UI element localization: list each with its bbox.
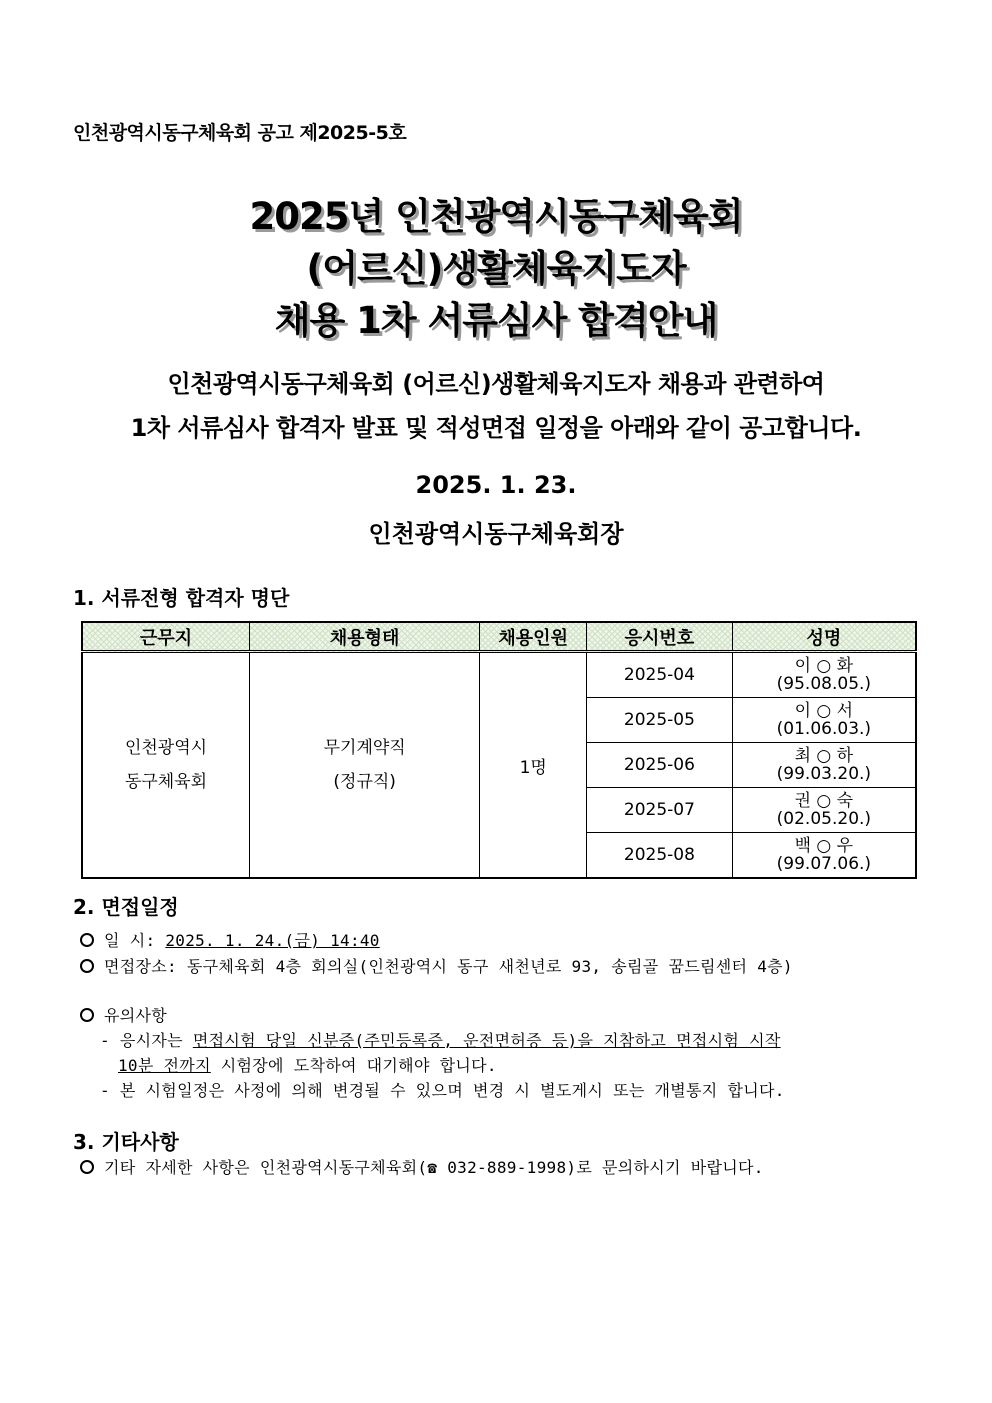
title-line-2: (어르신)생활체육지도자 xyxy=(306,247,686,290)
applicant-number: 2025-08 xyxy=(587,833,733,879)
workplace-line-2: 동구체육회 xyxy=(124,772,208,792)
applicant-birth: (95.08.05.) xyxy=(776,674,872,694)
workplace-line-1: 인천광역시 xyxy=(124,738,208,758)
contact-line xyxy=(80,1155,764,1178)
applicant-name: 권 ○ 숙 xyxy=(794,791,854,811)
circle-bullet-icon xyxy=(80,1160,94,1174)
applicant-name-cell xyxy=(732,698,916,743)
note-1-line-1 xyxy=(100,1028,781,1051)
note-2-line: - 본 시험일정은 사정에 의해 변경될 수 있으며 변경 시 별도게시 또는 개별통지 합니다. xyxy=(100,1081,785,1100)
table-row xyxy=(82,652,916,698)
section2-heading: 2. 면접일정 xyxy=(73,895,179,919)
applicant-birth: (02.05.20.) xyxy=(776,809,872,829)
workplace-cell xyxy=(82,652,250,879)
circle-bullet-icon xyxy=(80,1008,94,1022)
applicant-number: 2025-07 xyxy=(587,788,733,833)
venue-value: 동구체육회 4층 회의실(인천광역시 동구 새천년로 93, 송림골 꿈드림센터 4층) xyxy=(186,957,793,976)
notes-label-line xyxy=(80,1003,167,1026)
table-header-row xyxy=(82,622,916,652)
employment-type-line-2: (정규직) xyxy=(333,772,396,792)
applicant-name: 이 ○ 서 xyxy=(794,701,854,721)
issuer: 인천광역시동구체육회장 xyxy=(368,520,624,548)
interview-venue-line xyxy=(80,954,793,977)
applicant-name-cell xyxy=(732,743,916,788)
notice-number: 인천광역시동구체육회 공고 제2025-5호 xyxy=(73,122,407,144)
header-name: 성명 xyxy=(732,622,916,652)
applicant-name: 백 ○ 우 xyxy=(794,836,854,856)
applicant-birth: (99.03.20.) xyxy=(776,764,872,784)
applicant-name-cell xyxy=(732,833,916,879)
title-line-1: 2025년 인천광역시동구체육회 xyxy=(249,195,743,238)
notes-label: 유의사항 xyxy=(104,1006,168,1025)
section1-heading: 1. 서류전형 합격자 명단 xyxy=(73,586,290,610)
header-employment-type: 채용형태 xyxy=(250,622,480,652)
circle-bullet-icon xyxy=(80,933,94,947)
header-applicant-number: 응시번호 xyxy=(587,622,733,652)
applicant-birth: (99.07.06.) xyxy=(776,854,872,874)
note1-suffix: 시험장에 도착하여 대기해야 합니다. xyxy=(210,1056,497,1075)
note1-underlined: 면접시험 당일 신분증(주민등록증, 운전면허증 등)을 지참하고 면접시험 시작 xyxy=(192,1031,781,1050)
note1-prefix: - 응시자는 xyxy=(100,1031,193,1050)
header-headcount: 채용인원 xyxy=(480,622,587,652)
applicant-name: 최 ○ 하 xyxy=(794,746,854,766)
datetime-label: 일 시: xyxy=(104,931,156,950)
datetime-value: 2025. 1. 24.(금) 14:40 xyxy=(165,931,380,950)
section3-heading: 3. 기타사항 xyxy=(73,1130,179,1154)
interview-datetime-line xyxy=(80,928,380,951)
circle-bullet-icon xyxy=(80,959,94,973)
intro-line-2: 1차 서류심사 합격자 발표 및 적성면접 일정을 아래와 같이 공고합니다. xyxy=(130,414,862,442)
note-1-line-2 xyxy=(118,1053,497,1076)
employment-type-cell xyxy=(250,652,480,879)
passer-table xyxy=(81,621,917,879)
contact-text: 기타 자세한 사항은 인천광역시동구체육회(☎ 032-889-1998)로 문의하시기 바랍니다. xyxy=(104,1158,764,1177)
announcement-date: 2025. 1. 23. xyxy=(415,471,577,499)
applicant-number: 2025-06 xyxy=(587,743,733,788)
header-workplace: 근무지 xyxy=(82,622,250,652)
headcount-cell: 1명 xyxy=(480,652,587,879)
title-line-3: 채용 1차 서류심사 합격안내 xyxy=(274,299,718,342)
applicant-number: 2025-05 xyxy=(587,698,733,743)
intro-line-1: 인천광역시동구체육회 (어르신)생활체육지도자 채용과 관련하여 xyxy=(167,370,825,398)
note1-underlined-2: 10분 전까지 xyxy=(118,1056,211,1075)
applicant-birth: (01.06.03.) xyxy=(776,719,872,739)
venue-label: 면접장소: xyxy=(104,957,177,976)
employment-type-line-1: 무기계약직 xyxy=(323,738,406,758)
applicant-number: 2025-04 xyxy=(587,652,733,698)
applicant-name: 이 ○ 화 xyxy=(794,656,854,676)
applicant-name-cell xyxy=(732,652,916,698)
applicant-name-cell xyxy=(732,788,916,833)
